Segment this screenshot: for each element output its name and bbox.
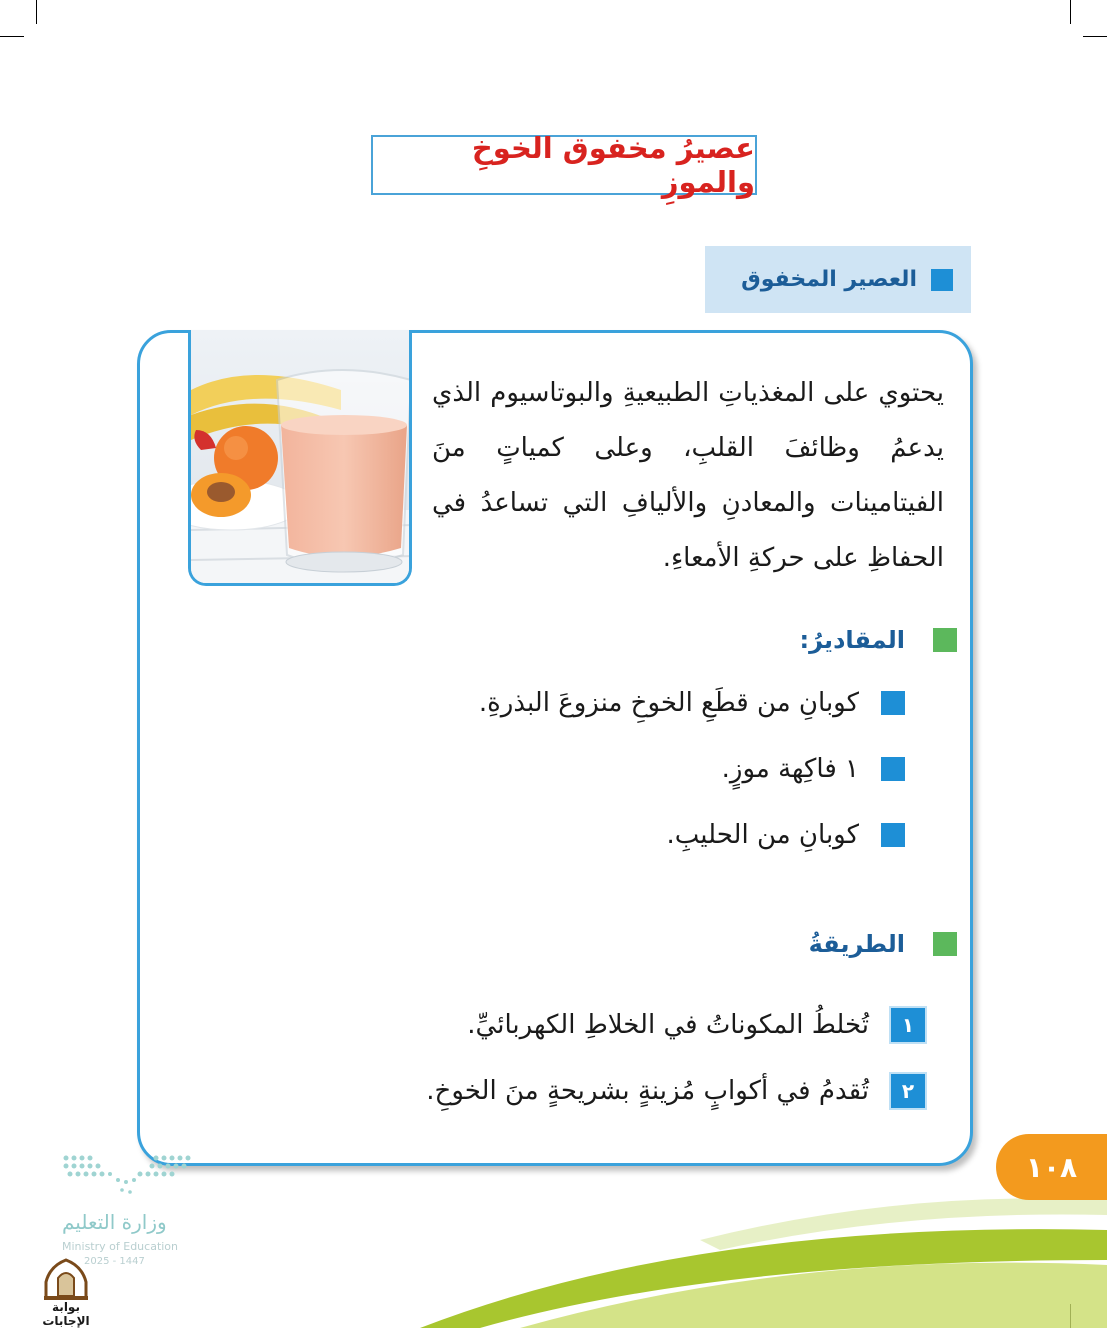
section-heading-label: العصير المخفوق <box>741 267 917 292</box>
method-heading <box>809 930 957 958</box>
ingredient-item <box>667 820 906 850</box>
step-text: تُخلطُ المكوناتُ في الخلاطِ الكهربائيِّ. <box>467 1010 869 1040</box>
step-text: تُقدمُ في أكوابٍ مُزينةٍ بشريحةٍ منَ الخوخِ. <box>426 1076 869 1106</box>
step-number: ١ <box>889 1006 927 1044</box>
intro-paragraph: يحتوي على المغذياتِ الطبيعيةِ والبوتاسيوم الذي يدعمُ وظائفَ القلبِ، وعلى كمياتٍ منَ الفيتامينات والمعادنِ والأليافِ التي تساعدُ في الحفاظِ على حركةِ الأمعاءِ. <box>432 378 944 573</box>
smoothie-photo <box>188 330 412 586</box>
ingredient-text: ١ فاكِهة موزٍ. <box>721 754 859 784</box>
page-title: عصيرُ مخفوق الخوخِ والموزِ <box>371 135 757 195</box>
ingredient-item <box>722 754 905 784</box>
ingredient-text: كوبانِ من الحليبِ. <box>666 820 859 850</box>
ingredient-text: كوبانِ من قطَعِ الخوخِ منزوعَ البذرةِ. <box>478 688 859 718</box>
square-bullet-icon <box>933 628 957 652</box>
crop-mark <box>1083 36 1107 37</box>
square-bullet-icon <box>933 932 957 956</box>
square-bullet-icon <box>881 823 905 847</box>
crop-mark <box>0 36 24 37</box>
method-step <box>426 1072 927 1110</box>
square-bullet-icon <box>881 691 905 715</box>
ingredients-heading <box>800 626 957 654</box>
crop-mark <box>36 0 37 24</box>
method-step <box>467 1006 927 1044</box>
method-heading-label: الطريقةُ <box>808 930 905 958</box>
crop-mark <box>1070 0 1071 24</box>
ministry-name-english: Ministry of Education <box>62 1240 179 1253</box>
ministry-year: 2025 - 1447 <box>84 1256 145 1267</box>
ministry-name-arabic: وزارة التعليم <box>62 1210 167 1234</box>
section-heading <box>705 246 971 313</box>
ingredient-item <box>479 688 905 718</box>
square-bullet-icon <box>881 757 905 781</box>
ingredients-heading-label: المقاديرُ: <box>799 626 905 654</box>
smoothie-photo-illustration <box>191 330 412 586</box>
answers-logo-label: بوابة الإجابات <box>42 1300 90 1328</box>
step-number: ٢ <box>889 1072 927 1110</box>
page-number: ١٠٨ <box>996 1134 1107 1200</box>
square-bullet-icon <box>931 269 953 291</box>
